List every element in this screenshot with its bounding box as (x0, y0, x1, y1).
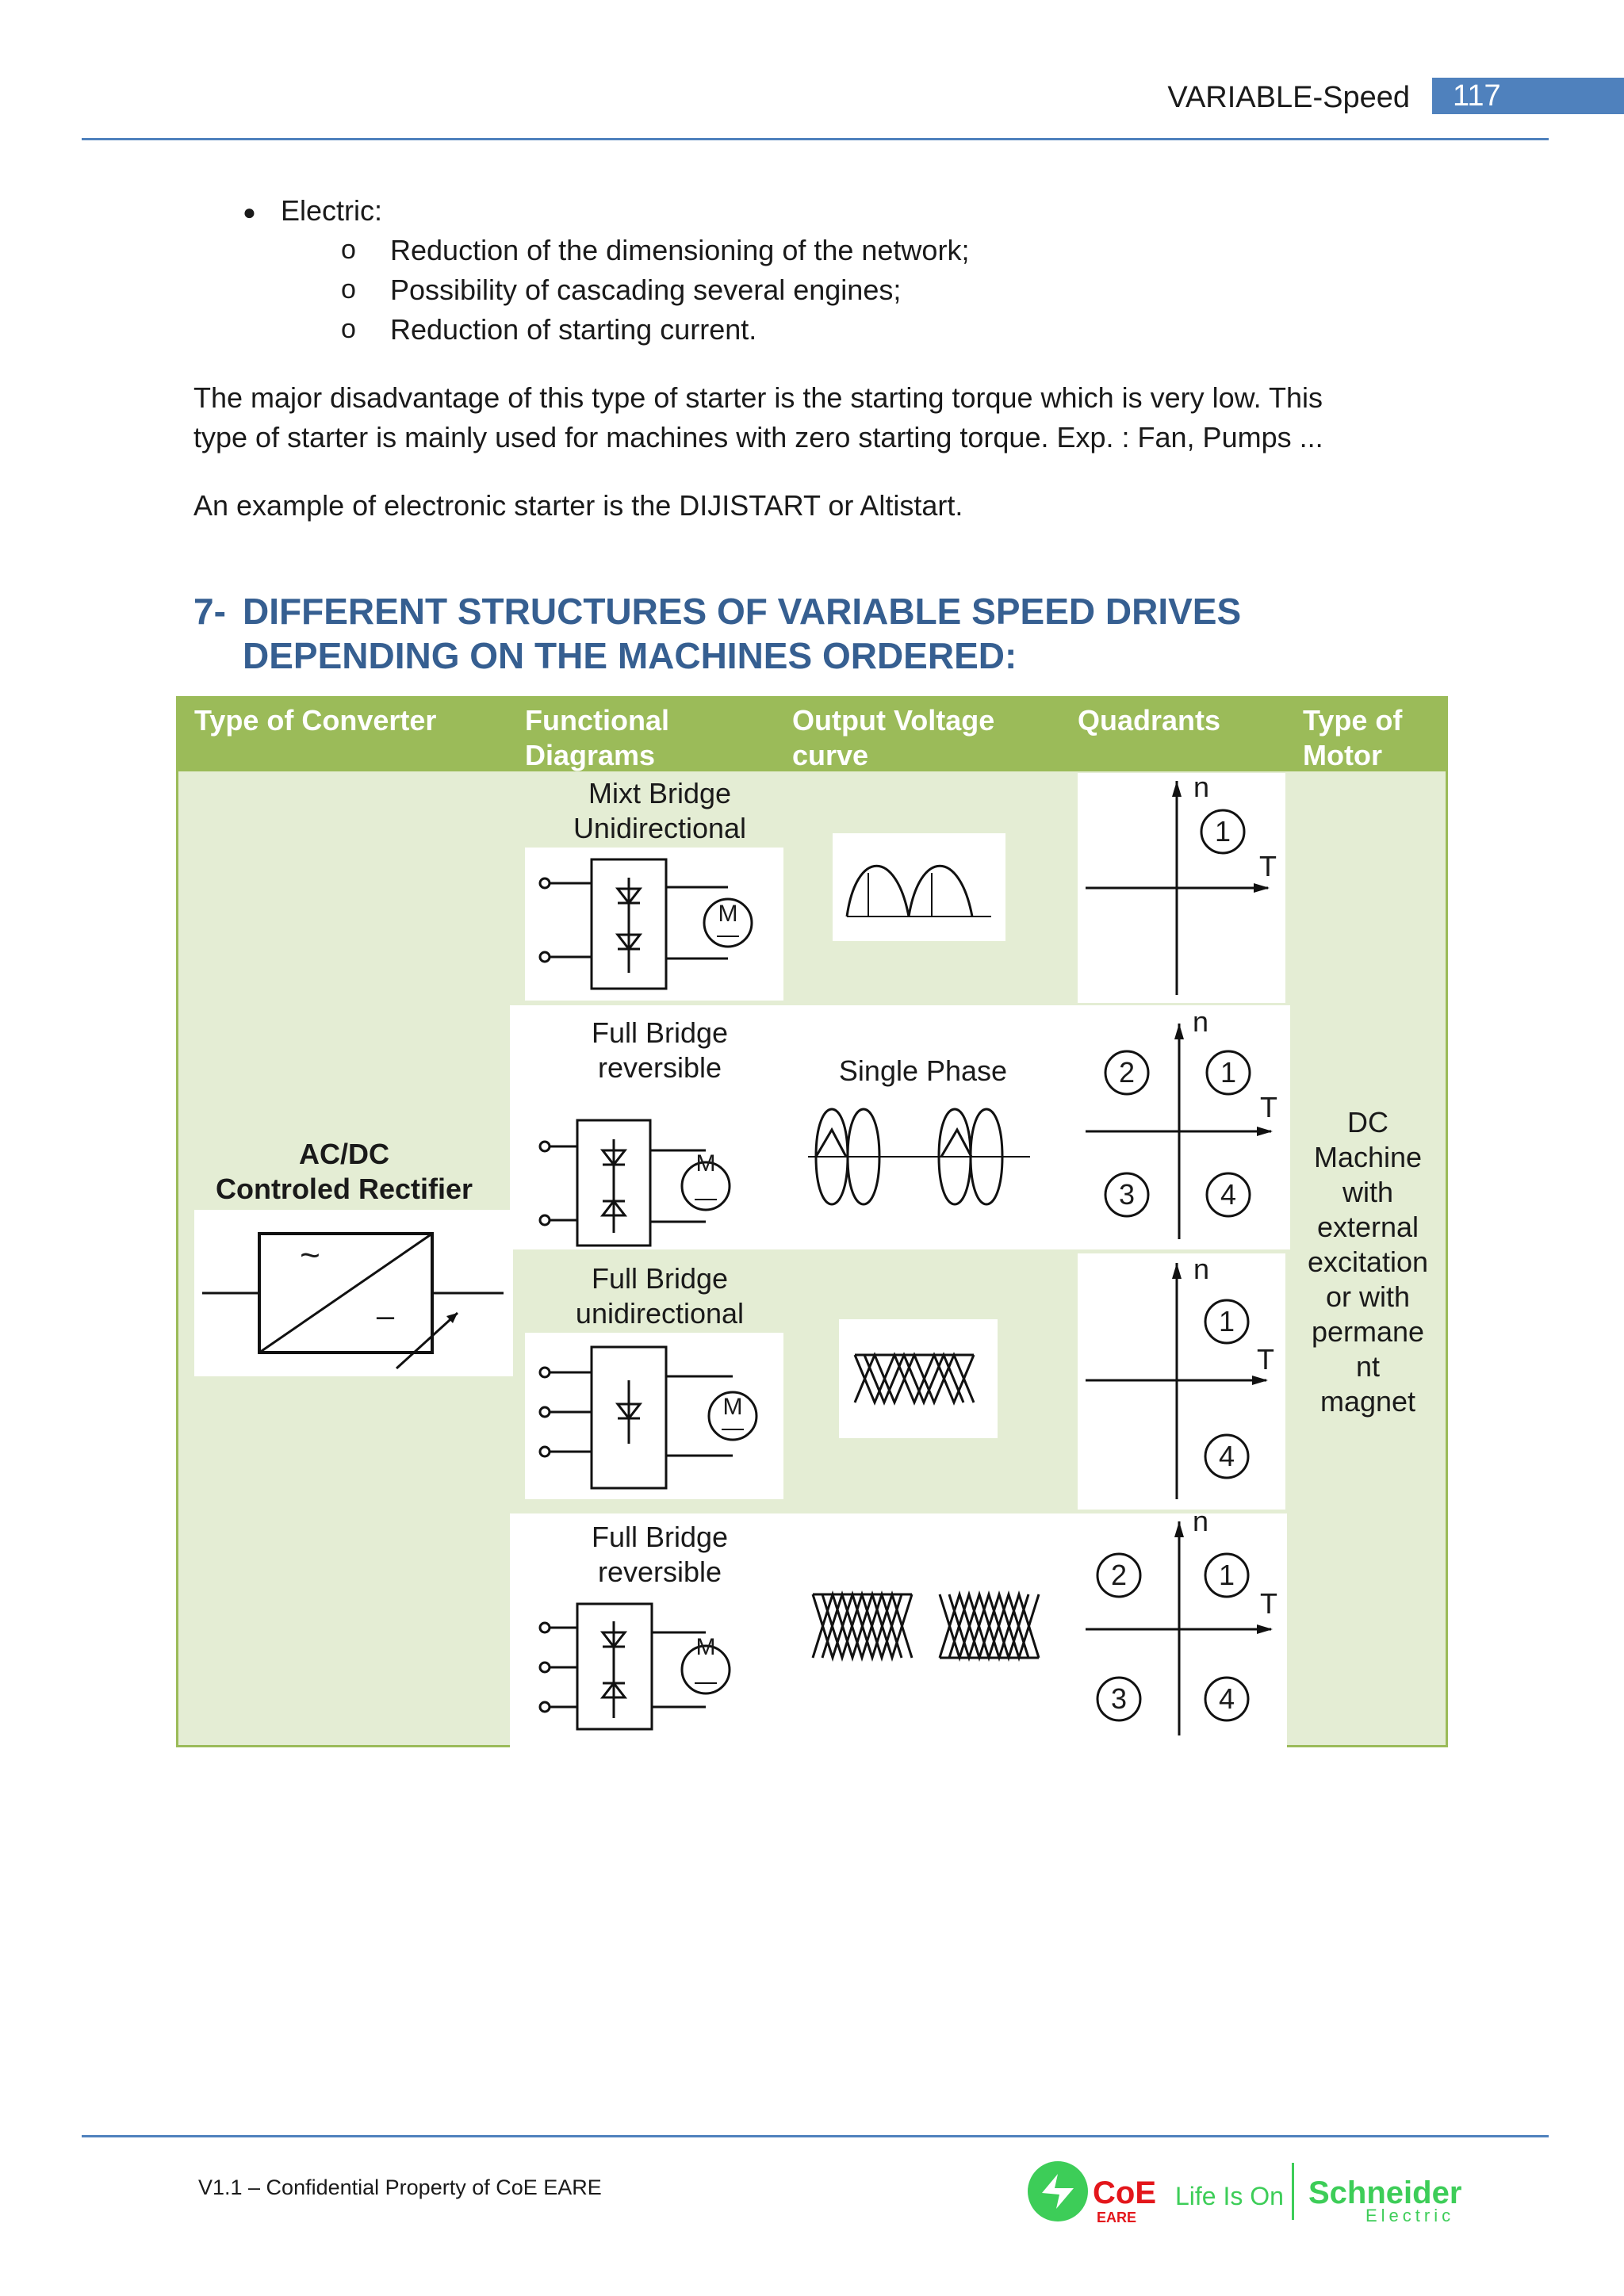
logo-electric: Electric (1365, 2206, 1455, 2225)
table-header-row (178, 698, 1446, 771)
paragraph-example: An example of electronic starter is the DIJISTART or Altistart. (193, 489, 963, 522)
motor-m: M (718, 901, 738, 927)
quadrant-2: 2 (1118, 1056, 1136, 1089)
row-3-diagram (525, 1333, 783, 1499)
quadrant-4: 4 (1218, 1682, 1235, 1715)
quadrant-4: 4 (1218, 1440, 1235, 1472)
axis-t: T (1260, 1587, 1277, 1620)
row-4-caption: Full Bridge reversible (591, 1521, 729, 1588)
single-phase-label: Single Phase (838, 1054, 1008, 1087)
two-quadrant-chart (1078, 1253, 1285, 1510)
logo-divider (1292, 2163, 1294, 2220)
header-functional-diagrams: Functional Diagrams (525, 704, 669, 771)
row-3-caption: Full Bridge unidirectional (575, 1262, 745, 1330)
bullet-dot: ● (243, 200, 256, 224)
quadrant-chart (1078, 773, 1285, 1003)
quadrant-4: 4 (1220, 1178, 1237, 1211)
section-title-line-1: DIFFERENT STRUCTURES OF VARIABLE SPEED DRIVES (243, 591, 1242, 632)
sub-bullet-marker: o (341, 235, 356, 265)
converter-type-label: AC/DC Controled Rectifier (215, 1138, 473, 1205)
quadrant-1: 1 (1218, 1559, 1235, 1591)
bullet-main: Electric: (281, 194, 383, 227)
row-3-quadrants (1078, 1253, 1285, 1510)
header-quadrants: Quadrants (1078, 704, 1221, 737)
drives-table (176, 696, 1448, 1747)
rectified-wave (833, 833, 1005, 941)
quadrant-1: 1 (1214, 815, 1231, 848)
motor-m: M (695, 1634, 716, 1660)
page-number: 117 (1432, 78, 1624, 114)
logo-tagline: Life Is On (1175, 2182, 1284, 2210)
logo-coe: CoE (1093, 2175, 1156, 2210)
running-header-title: VARIABLE-Speed (1167, 81, 1410, 114)
ac-mark: ~ (300, 1236, 320, 1275)
three-phase-rectified-wave (839, 1319, 998, 1438)
footer-confidential-text: V1.1 – Confidential Property of CoE EARE (198, 2175, 602, 2199)
section-number: 7- (193, 591, 226, 632)
mixt-bridge-diagram (525, 848, 783, 1001)
section-title-line-2: DEPENDING ON THE MACHINES ORDERED: (243, 635, 1017, 676)
sub-bullet-marker: o (341, 314, 356, 344)
full-bridge-reversible-diagram (525, 1111, 783, 1247)
header-rule (82, 138, 1549, 140)
row-1-voltage-curve (833, 833, 1005, 941)
quadrant-2: 2 (1110, 1559, 1128, 1591)
axis-n: n (1192, 1505, 1209, 1537)
row-1-quadrants (1078, 773, 1285, 1003)
axis-n: n (1193, 771, 1210, 803)
sub-bullet-1: Reduction of the dimensioning of the network; (390, 234, 970, 266)
row-2-caption: Full Bridge reversible (591, 1016, 729, 1084)
sub-bullet-3: Reduction of starting current. (390, 313, 757, 346)
axis-n: n (1192, 1005, 1209, 1038)
converter-symbol-box (194, 1210, 513, 1376)
sub-bullet-marker: o (341, 274, 356, 304)
logo-schneider: Schneider (1308, 2175, 1462, 2210)
single-phase-wave (800, 1101, 1046, 1212)
row-1-diagram (525, 848, 783, 1001)
axis-t: T (1260, 1091, 1277, 1123)
header-type-of-converter: Type of Converter (194, 704, 437, 737)
dc-mark: – (376, 1299, 395, 1334)
quadrant-3: 3 (1118, 1178, 1136, 1211)
motor-type-text: DC Machine with external excitation or with permane nt magnet (1307, 1106, 1429, 1418)
quadrant-3: 3 (1110, 1682, 1128, 1715)
motor-m: M (695, 1150, 716, 1177)
axis-t: T (1259, 850, 1277, 882)
logo-eare: EARE (1097, 2210, 1137, 2225)
axis-t: T (1257, 1343, 1274, 1376)
axis-n: n (1193, 1253, 1210, 1285)
footer-rule (82, 2135, 1549, 2137)
paragraph-line-1: The major disadvantage of this type of starter is the starting torque which is very low. This (193, 381, 1323, 414)
four-quadrant-chart (1078, 1016, 1289, 1246)
sub-bullet-2: Possibility of cascading several engines; (390, 274, 902, 306)
converter-symbol (194, 1210, 513, 1376)
row-1-caption: Mixt Bridge Unidirectional (573, 777, 747, 844)
row-3-voltage-curve (839, 1319, 998, 1438)
motor-m: M (722, 1394, 743, 1420)
quadrant-1: 1 (1218, 1305, 1235, 1337)
three-phase-reversible-diagram (525, 1594, 783, 1731)
three-phase-reversible-wave (805, 1563, 1067, 1689)
header-output-voltage: Output Voltage curve (792, 704, 995, 771)
quadrant-1: 1 (1220, 1056, 1237, 1089)
header-type-of-motor: Type of Motor (1303, 704, 1403, 771)
paragraph-line-2: type of starter is mainly used for machines with zero starting torque. Exp. : Fan, Pumps ... (193, 421, 1323, 453)
coe-logo-icon (1025, 2158, 1091, 2225)
